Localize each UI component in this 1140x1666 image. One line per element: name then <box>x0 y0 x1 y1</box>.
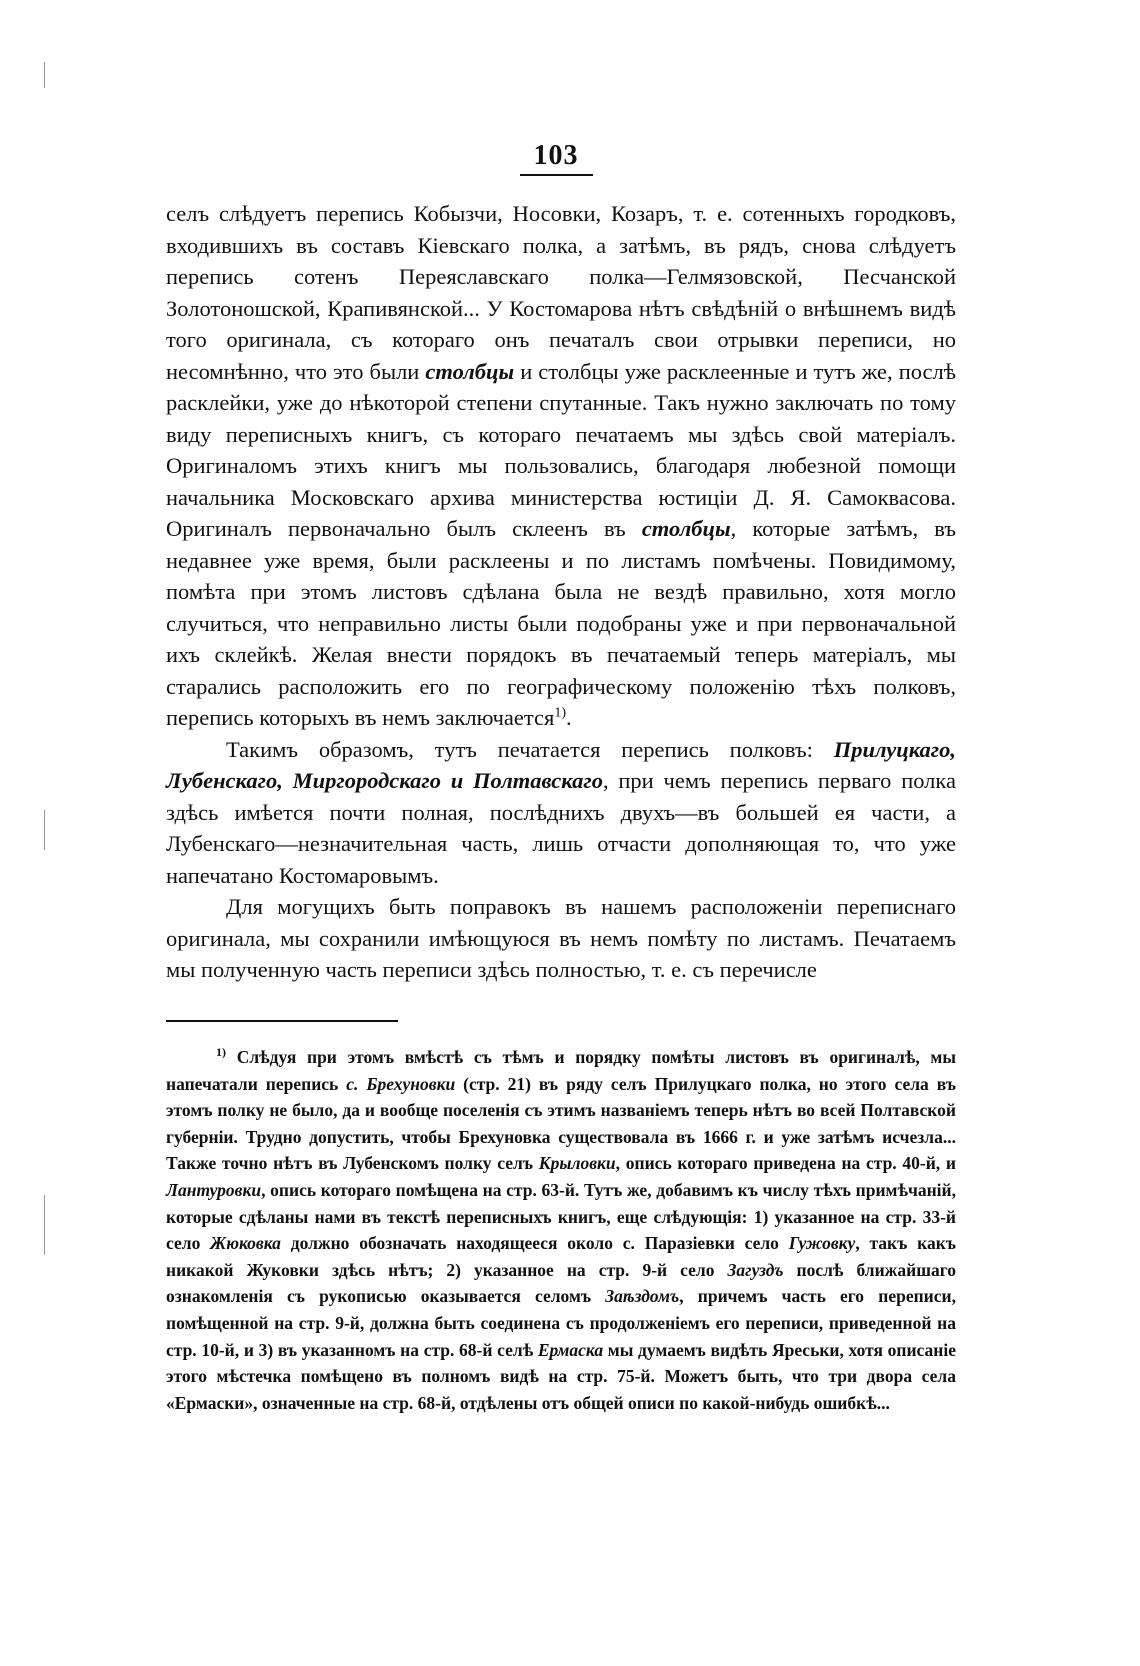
italic-term: столбцы <box>425 358 515 384</box>
page-number-text: 103 <box>520 140 593 176</box>
italic-term: столбцы <box>641 516 731 541</box>
footnote-text: послѣ ближайшаго ознакомленія съ рукописью оказывается селомъ <box>166 1259 956 1307</box>
footnote-text: , такъ какъ никакой Жуковки здѣсь нѣтъ; 2) указанное на стр. 9-й село <box>166 1233 956 1280</box>
footnote-text: , опись котораго помѣщена на стр. 63-й. Тутъ же, добавимъ къ числу тѣхъ примѣчаній, которые сдѣланы нами въ текстѣ переписныхъ книгъ, еще слѣдующія: 1) указанное на стр. 33-й село <box>166 1179 956 1254</box>
paragraph-text: селъ слѣдуетъ перепись Кобызчи, Носовки, Козаръ, т. е. сотенныхъ городковъ, входившихъ въ составъ Кіевскаго полка, а затѣмъ, въ рядъ, снова слѣдуетъ перепись сотенъ Переяславскаго полка—Гелмязовской, Песчанской Золотоношской, Крапивянской... У Костомарова нѣтъ свѣдѣній о внѣшнемъ видѣ того оригинала, съ котораго онъ печаталъ свои отрывки переписи, но несомнѣнно, что это были <box>166 201 956 384</box>
main-text <box>166 198 956 986</box>
footnote-divider <box>166 1020 398 1022</box>
italic-term: Прилуцкаго, Лубенскаго, Миргородскаго и Полтавскаго <box>166 736 956 793</box>
paragraph-text: и столбцы уже расклеенные и тутъ же, послѣ расклейки, уже до нѣкоторой степени спутанные. Такъ нужно заключать по тому виду переписныхъ книгъ, съ котораго печатаемъ мы здѣсь свой матеріалъ. Оригиналомъ этихъ книгъ мы пользовались, благодаря любезной помощи начальника Московскаго архива министерства юстиціи Д. Я. Самоквасова. Оригиналъ первоначально былъ склеенъ въ <box>166 358 956 541</box>
italic-term: Лантуровки <box>166 1179 262 1200</box>
italic-term: Ермаска <box>537 1339 604 1360</box>
footnote-text: , причемъ часть его переписи, помѣщенной на стр. 9-й, должна быть соединена съ продолженіемъ его переписи, приведенной на стр. 10-й, и 3) въ указанномъ на стр. 68-й селѣ <box>166 1286 956 1360</box>
scan-margin-mark <box>44 810 45 850</box>
footnote <box>166 1044 956 1416</box>
page-number <box>0 140 1140 176</box>
italic-term: Крыловки <box>538 1153 616 1174</box>
italic-term: Загуздъ <box>727 1259 784 1280</box>
footnote-mark: 1) <box>216 1045 226 1060</box>
footnote-text: должно обозначать находящееся около с. Паразіевки село <box>280 1233 789 1254</box>
footnote-text: Слѣдуя при этомъ вмѣстѣ съ тѣмъ и порядку помѣты листовъ въ оригиналѣ, мы напечатали перепись <box>166 1047 956 1094</box>
italic-term: с. Брехуновки <box>346 1073 456 1094</box>
scan-margin-mark <box>44 62 45 88</box>
italic-term: Жюковка <box>210 1233 281 1254</box>
paragraph-3 <box>166 891 956 986</box>
italic-term: Гужовку <box>788 1233 856 1254</box>
paragraph-text: , при чемъ перепись перваго полка здѣсь имѣется почти полная, послѣднихъ двухъ—въ большей ея части, а Лубенскаго—незначительная часть, лишь отчасти дополняющая то, что уже напечатано Костомаровымъ. <box>166 768 956 888</box>
paragraph-text: . <box>566 705 572 730</box>
paragraph-text: Для могущихъ быть поправокъ въ нашемъ расположеніи переписнаго оригинала, мы сохранили имѣющуюся въ немъ помѣту по листамъ. Печатаемъ мы полученную часть переписи здѣсь полностью, т. е. съ перечисле <box>166 894 956 982</box>
paragraph-1 <box>166 198 956 734</box>
scan-margin-mark <box>44 1195 45 1255</box>
footnote-text: мы думаемъ видѣть Яреськи, хотя описаніе этого мѣстечка помѣщено въ полномъ видѣ на стр. 75-й. Можетъ быть, что три двора села «Ермаски», означенные на стр. 68-й, отдѣлены отъ общей описи по какой-нибудь ошибкѣ... <box>166 1339 956 1413</box>
footnote-reference: 1) <box>554 705 567 721</box>
paragraph-text: Такимъ образомъ, тутъ печатается перепись полковъ: <box>226 736 834 762</box>
italic-term: Заѣздомъ <box>605 1286 680 1307</box>
footnote-text: , опись котораго приведена на стр. 40-й, и <box>615 1153 956 1174</box>
paragraph-2 <box>166 734 956 892</box>
paragraph-text: , которые затѣмъ, въ недавнее уже время, были расклеены и по листамъ помѣчены. Повидимому, помѣта при этомъ листовъ сдѣлана была не вездѣ правильно, хотя могло случиться, что неправильно листы были подобраны уже и при первоначальной ихъ склейкѣ. Желая внести порядокъ въ печатаемый теперь матеріалъ, мы старались расположить его по географическому положенію тѣхъ полковъ, перепись которыхъ въ немъ заключается <box>166 516 956 730</box>
footnote-text: (стр. 21) въ ряду селъ Прилуцкаго полка, но этого села въ этомъ полку не было, да и вообще поселенія съ этимъ названіемъ теперь нѣтъ во всей Полтавской губерніи. Трудно допустить, чтобы Брехуновка существовала въ 1666 г. и уже затѣмъ исчезла... Также точно нѣтъ въ Лубенскомъ полку селъ <box>166 1073 956 1174</box>
